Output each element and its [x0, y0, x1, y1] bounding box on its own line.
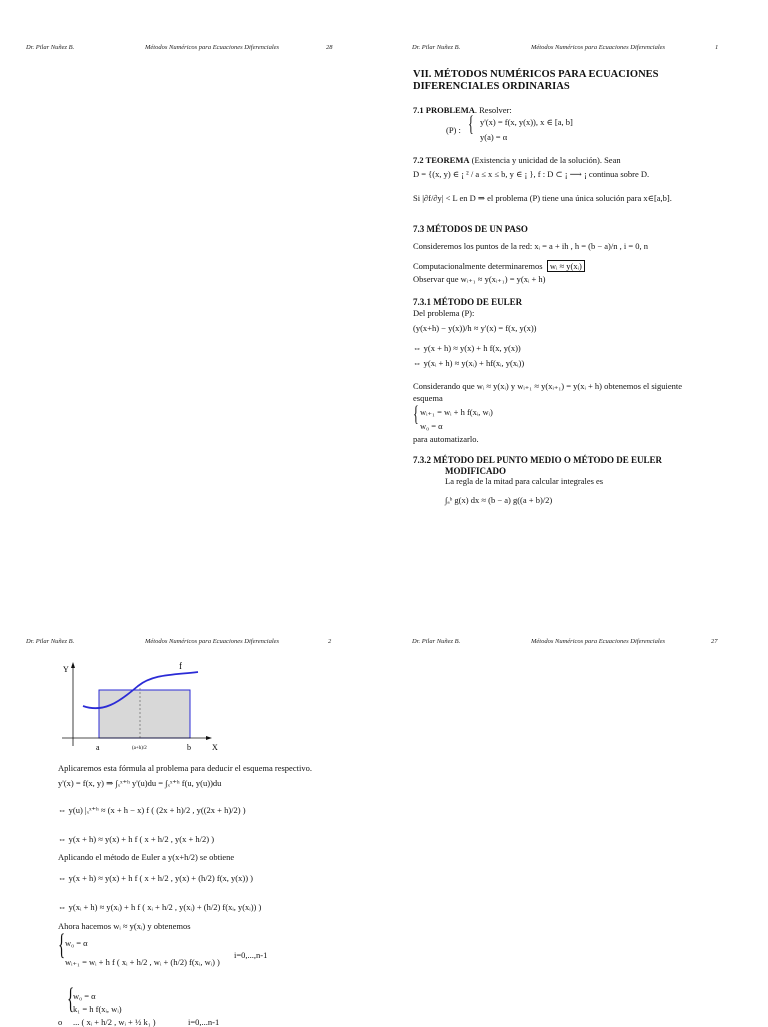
- index-range: i=0,...,n-1: [234, 950, 268, 960]
- y-axis-label: Y: [63, 665, 69, 674]
- approx-box: wᵢ ≈ y(xᵢ): [547, 260, 585, 272]
- midpoint-rule-text: La regla de la mitad para calcular integrales es: [445, 476, 604, 486]
- scheme-word: esquema: [413, 393, 443, 403]
- rk-scheme-2: k₁ = h f(xᵢ, wᵢ): [73, 1004, 122, 1014]
- page-number: 2: [328, 638, 332, 645]
- derivation-5: ⇔ y(xᵢ + h) ≈ y(xᵢ) + h f ( xᵢ + h/2 , y(xᵢ) + (h/2) f(xᵢ, y(xᵢ)) ): [58, 902, 262, 912]
- section-7-3-1: 7.3.1 MÉTODO DE EULER: [413, 297, 523, 307]
- compute-text: Computacionalmente determinaremos: [413, 261, 543, 271]
- header-title: Métodos Numéricos para Ecuaciones Diferenciales: [531, 638, 666, 645]
- compute-line: [413, 262, 585, 271]
- apply-euler-text: Aplicando el método de Euler a y(x+h/2) se obtiene: [58, 852, 235, 862]
- left-brace: {: [413, 401, 419, 426]
- x-axis-arrow: [206, 736, 212, 740]
- page-number: 27: [711, 638, 718, 645]
- domain-definition: D = {(x, y) ∈ ¡ ² / a ≤ x ≤ b, y ∈ ¡ }, f : D ⊂ ¡ ⟶ ¡ continua sobre D.: [413, 169, 650, 179]
- b-label: b: [187, 743, 191, 752]
- midpoint-label: (a+h)/2: [132, 746, 147, 751]
- header-title: Métodos Numéricos para Ecuaciones Diferenciales: [145, 638, 280, 645]
- left-brace: {: [67, 982, 75, 1015]
- section-7-2-text: (Existencia y unicidad de la solución). Sean: [469, 155, 621, 165]
- y-axis-arrow: [71, 662, 75, 668]
- euler-eq-1: (y(x+h) − y(x))/h ≈ y'(x) = f(x, y(x)): [413, 323, 537, 333]
- from-problem: Del problema (P):: [413, 308, 475, 318]
- left-brace: {: [58, 928, 66, 961]
- derivation-1: y'(x) = f(x, y) ⇒ ∫ₓˣ⁺ʰ y'(u)du = ∫ₓˣ⁺ʰ f(u, y(u))du: [58, 778, 222, 788]
- midpoint-figure: [58, 658, 228, 758]
- theorem-condition: Si |∂f/∂y| < L en D ⇒ el problema (P) tiene una única solución para x∈[a,b].: [413, 193, 672, 203]
- euler-eq-3: ⇔ y(xᵢ + h) ≈ y(xᵢ) + hf(xᵢ, y(xᵢ)): [413, 358, 525, 368]
- rk-scheme-1: w₀ = α: [73, 991, 96, 1001]
- section-7-1: [413, 106, 512, 115]
- section-7-1-title: 7.1 PROBLEMA: [413, 105, 475, 115]
- derivation-4: ⇔ y(x + h) ≈ y(x) + h f ( x + h/2 , y(x) + (h/2) f(x, y(x)) ): [58, 873, 253, 883]
- section-7-3-2: 7.3.2 MÉTODO DEL PUNTO MEDIO O MÉTODO DE EULER: [413, 455, 663, 465]
- automate-line: para automatizarlo.: [413, 434, 479, 444]
- considering-line: Considerando que wᵢ ≈ y(xᵢ) y wᵢ₊₁ ≈ y(xᵢ₊₁) = y(xᵢ + h) obtenemos el siguiente: [413, 381, 683, 391]
- x-axis-label: X: [212, 743, 218, 752]
- page-number: 1: [715, 44, 719, 51]
- section-7-2-title: 7.2 TEOREMA: [413, 155, 470, 165]
- header-author: Dr. Pilar Nuñez B.: [26, 44, 75, 51]
- chapter-heading: VII. MÉTODOS NUMÉRICOS PARA ECUACIONES DIFERENCIALES ORDINARIAS: [413, 69, 659, 92]
- rk-scheme-3: ... ( xᵢ + h/2 , wᵢ + ½ k₁ ): [73, 1017, 156, 1027]
- section-7-3-2-cont: MODIFICADO: [445, 466, 506, 476]
- problem-eq-2: y(a) = α: [480, 132, 508, 142]
- section-7-3: 7.3 MÉTODOS DE UN PASO: [413, 224, 528, 234]
- header-title: Métodos Numéricos para Ecuaciones Diferenciales: [531, 44, 666, 51]
- grid-points: Consideremos los puntos de la red: xᵢ = a + ih , h = (b − a)/n , i = 0, n: [413, 241, 648, 251]
- left-brace: {: [468, 111, 474, 136]
- page-number: 28: [326, 44, 333, 51]
- header-author: Dr. Pilar Nuñez B.: [26, 638, 75, 645]
- a-label: a: [96, 743, 100, 752]
- header-title: Métodos Numéricos para Ecuaciones Diferenciales: [145, 44, 280, 51]
- midpoint-integral: ∫ₐᵇ g(x) dx ≈ (b − a) g((a + b)/2): [445, 495, 553, 505]
- euler-eq-2: ⇔ y(x + h) ≈ y(x) + h f(x, y(x)): [413, 343, 521, 353]
- section-7-2: [413, 156, 621, 165]
- apply-text: Aplicaremos esta fórmula al problema para deducir el esquema respectivo.: [58, 763, 312, 773]
- observe-line: Observar que wᵢ₊₁ ≈ y(xᵢ₊₁) = y(xᵢ + h): [413, 274, 546, 284]
- midpoint-scheme-2: wᵢ₊₁ = wᵢ + h f ( xᵢ + h/2 , wᵢ + (h/2) f(xᵢ, wᵢ) ): [65, 957, 220, 967]
- midpoint-scheme-1: w₀ = α: [65, 938, 88, 948]
- curve-label: f: [179, 661, 182, 671]
- header-author: Dr. Pilar Nuñez B.: [412, 44, 461, 51]
- midpoint-rectangle: [99, 690, 190, 738]
- header-author: Dr. Pilar Nuñez B.: [412, 638, 461, 645]
- or-text: o: [58, 1017, 63, 1027]
- derivation-3: ⇔ y(x + h) ≈ y(x) + h f ( x + h/2 , y(x + h/2) ): [58, 834, 215, 844]
- euler-scheme-2: w₀ = α: [420, 421, 443, 431]
- problem-label: (P) :: [446, 125, 461, 135]
- index-range-2: i=0,...n-1: [188, 1017, 220, 1027]
- now-text: Ahora hacemos wᵢ ≈ y(xᵢ) y obtenemos: [58, 921, 191, 931]
- problem-eq-1: y'(x) = f(x, y(x)), x ∈ [a, b]: [480, 117, 573, 127]
- euler-scheme-1: wᵢ₊₁ = wᵢ + h f(xᵢ, wᵢ): [420, 407, 493, 417]
- derivation-2: ⇔ y(u) |ₓˣ⁺ʰ ≈ (x + h − x) f ( (2x + h)/2 , y((2x + h)/2) ): [58, 805, 246, 815]
- section-7-1-text: . Resolver:: [474, 105, 512, 115]
